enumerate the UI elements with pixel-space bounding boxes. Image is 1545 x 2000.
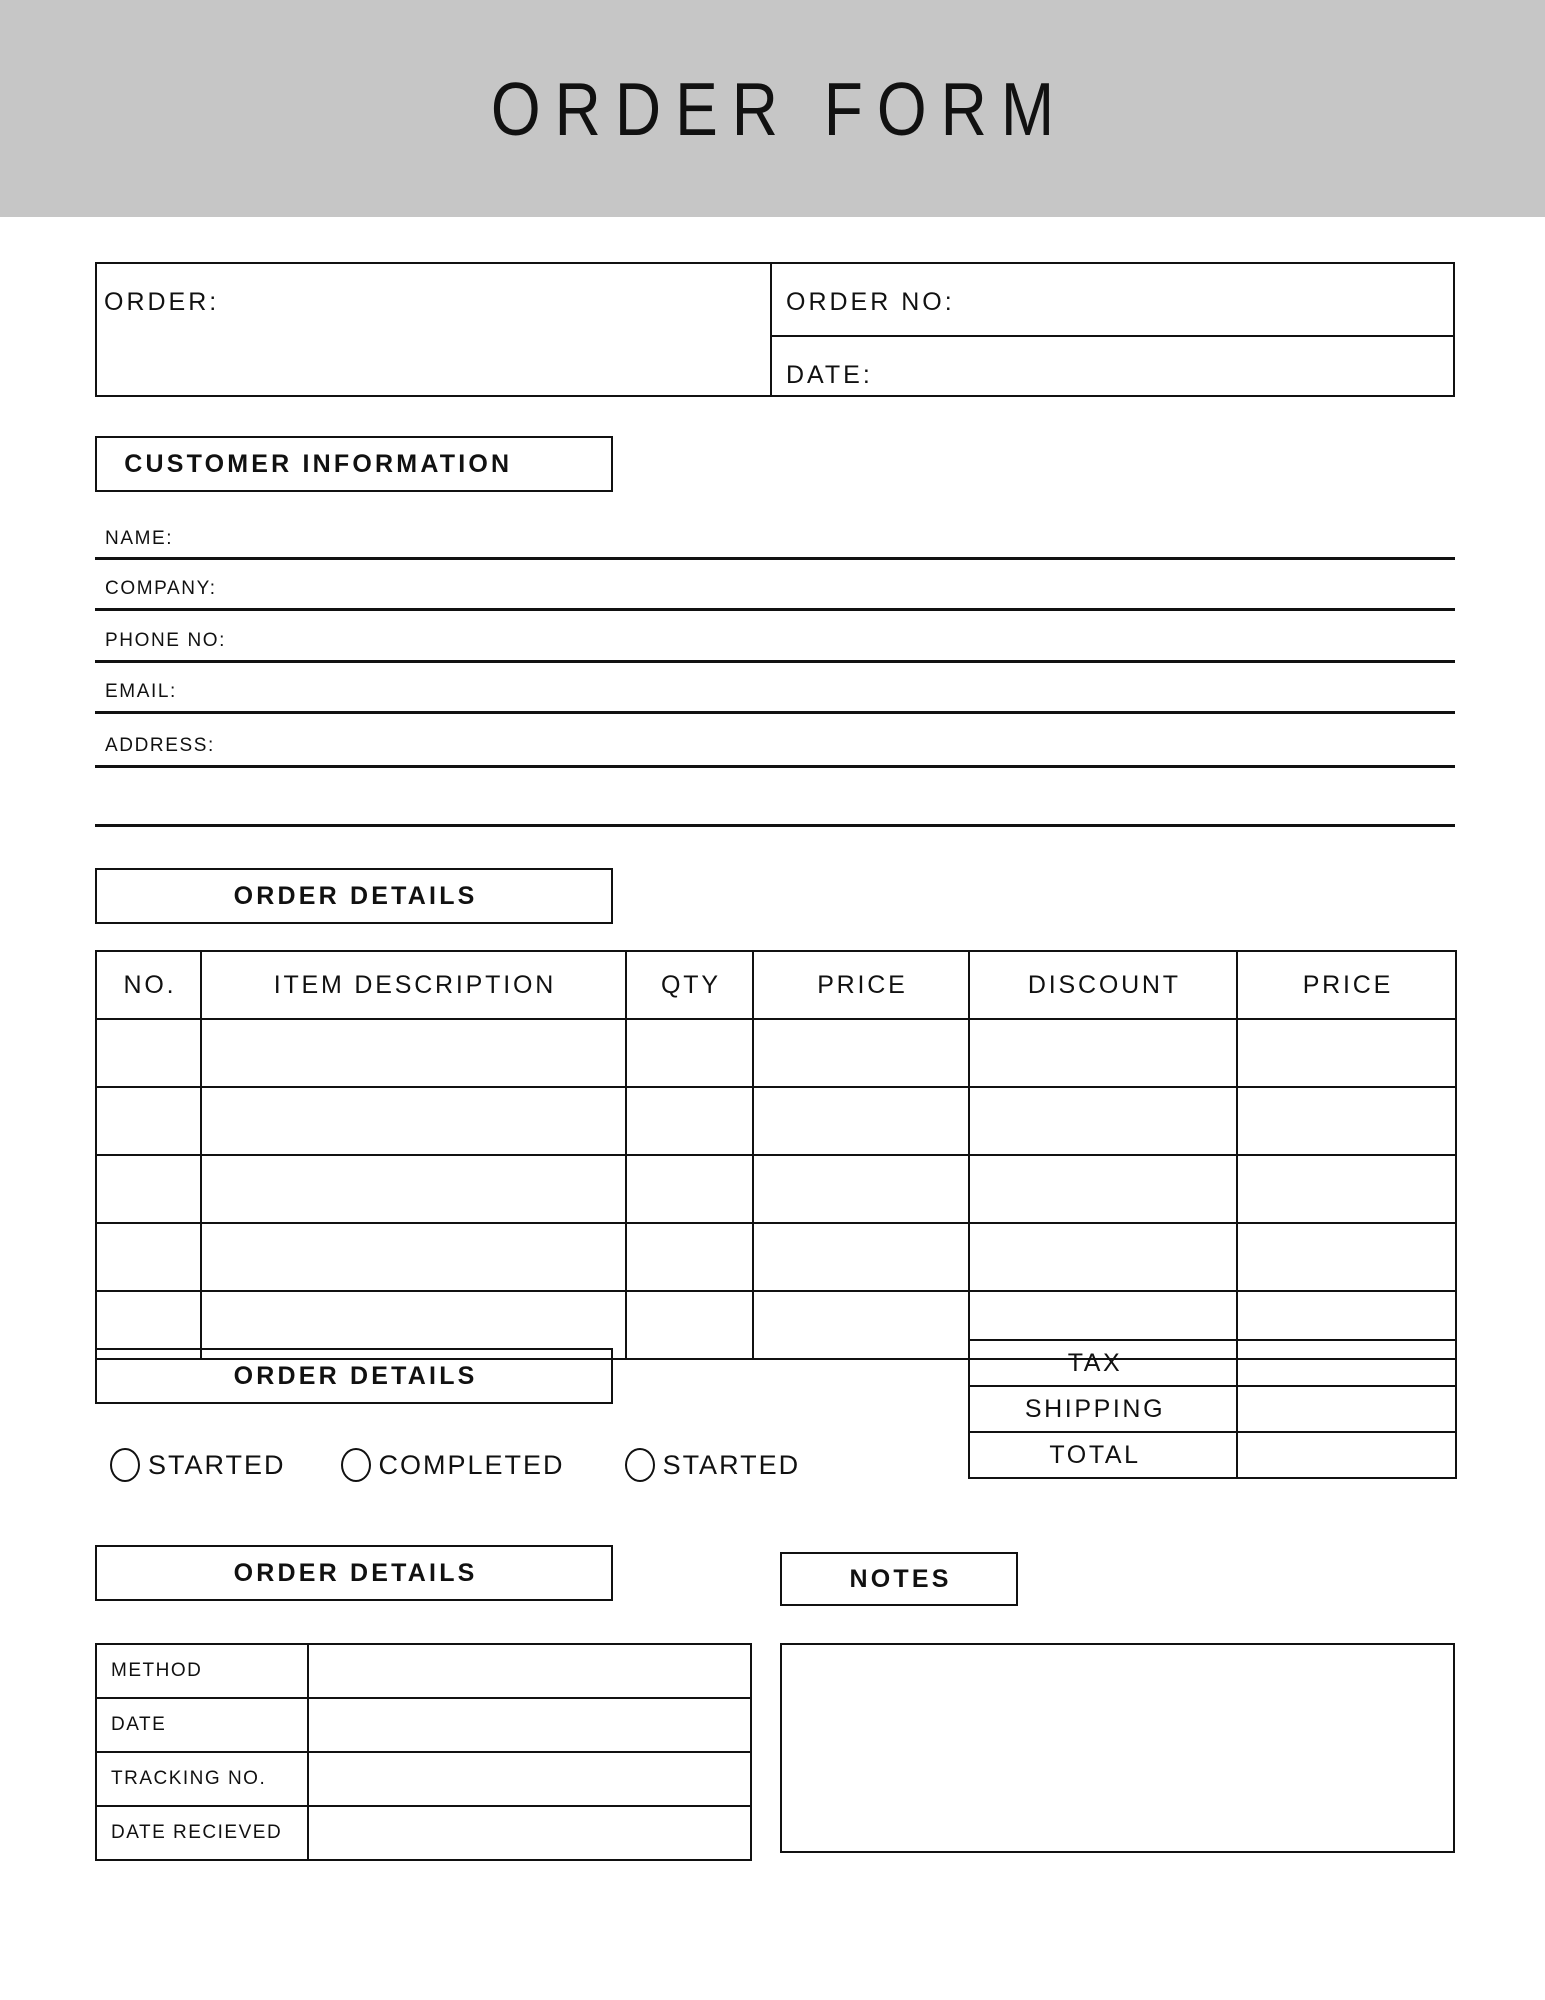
totals-label-total: TOTAL xyxy=(969,1432,1237,1478)
cell-price[interactable] xyxy=(753,1223,969,1291)
cell-discount[interactable] xyxy=(969,1019,1237,1087)
shipping-label-date-received: DATE RECIEVED xyxy=(96,1806,308,1860)
cell-no[interactable] xyxy=(96,1019,201,1087)
cell-qty[interactable] xyxy=(626,1155,753,1223)
radio-icon[interactable] xyxy=(110,1448,140,1482)
table-row xyxy=(96,1155,1456,1223)
date-input-area[interactable] xyxy=(910,339,1452,395)
order-input-area[interactable] xyxy=(97,312,765,394)
phone-input[interactable] xyxy=(290,622,1450,656)
column-header-qty: QTY xyxy=(626,951,753,1019)
cell-qty[interactable] xyxy=(626,1019,753,1087)
cell-item[interactable] xyxy=(201,1223,626,1291)
address-input-line1[interactable] xyxy=(290,727,1450,761)
order-details-title: ORDER DETAILS xyxy=(233,881,478,910)
table-row xyxy=(96,1087,1456,1155)
totals-label-shipping: SHIPPING xyxy=(969,1386,1237,1432)
column-header-item: ITEM DESCRIPTION xyxy=(201,951,626,1019)
cell-discount[interactable] xyxy=(969,1223,1237,1291)
column-header-total: PRICE xyxy=(1237,951,1456,1019)
order-block-vertical-divider xyxy=(770,262,772,397)
shipping-row-date-received xyxy=(96,1806,751,1860)
customer-field-rule-address-2 xyxy=(95,824,1455,827)
cell-qty[interactable] xyxy=(626,1223,753,1291)
customer-field-label-company: COMPANY: xyxy=(105,578,217,599)
cell-price[interactable] xyxy=(753,1019,969,1087)
customer-field-rule-name xyxy=(95,557,1455,560)
table-row xyxy=(96,1223,1456,1291)
order-no-label: ORDER NO: xyxy=(786,288,955,316)
shipping-value-date[interactable] xyxy=(308,1698,751,1752)
totals-row-shipping xyxy=(969,1386,1456,1432)
order-details-title-box xyxy=(95,868,613,924)
shipping-details-table xyxy=(95,1643,752,1861)
shipping-label-method: METHOD xyxy=(96,1644,308,1698)
name-input[interactable] xyxy=(250,520,1450,554)
notes-title-box xyxy=(780,1552,1018,1606)
cell-price[interactable] xyxy=(753,1291,969,1359)
totals-table xyxy=(968,1339,1457,1479)
status-option-label: STARTED xyxy=(662,1449,801,1480)
customer-information-title: CUSTOMER INFORMATION xyxy=(124,449,513,478)
cell-qty[interactable] xyxy=(626,1291,753,1359)
order-block-horizontal-divider xyxy=(770,335,1455,337)
cell-item[interactable] xyxy=(201,1019,626,1087)
order-status-options xyxy=(110,1448,800,1482)
cell-total[interactable] xyxy=(1237,1087,1456,1155)
shipping-section-title-box xyxy=(95,1545,613,1601)
email-input[interactable] xyxy=(250,673,1450,707)
cell-total[interactable] xyxy=(1237,1155,1456,1223)
status-option-label: COMPLETED xyxy=(378,1449,565,1480)
shipping-row-method xyxy=(96,1644,751,1698)
cell-discount[interactable] xyxy=(969,1087,1237,1155)
column-header-price: PRICE xyxy=(753,951,969,1019)
status-section-title: ORDER DETAILS xyxy=(233,1361,478,1390)
cell-item[interactable] xyxy=(201,1087,626,1155)
cell-price[interactable] xyxy=(753,1087,969,1155)
totals-row-total xyxy=(969,1432,1456,1478)
cell-discount[interactable] xyxy=(969,1155,1237,1223)
customer-field-rule-company xyxy=(95,608,1455,611)
status-section-title-box xyxy=(95,1348,613,1404)
cell-no[interactable] xyxy=(96,1155,201,1223)
column-header-no: NO. xyxy=(96,951,201,1019)
order-no-input-area[interactable] xyxy=(940,266,1452,332)
customer-field-rule-address xyxy=(95,765,1455,768)
company-input[interactable] xyxy=(280,570,1450,604)
radio-icon[interactable] xyxy=(625,1448,655,1482)
radio-icon[interactable] xyxy=(341,1448,371,1482)
totals-value-total[interactable] xyxy=(1237,1432,1456,1478)
customer-information-title-box xyxy=(95,436,613,492)
notes-input[interactable] xyxy=(780,1643,1455,1853)
cell-no[interactable] xyxy=(96,1223,201,1291)
customer-field-label-address: ADDRESS: xyxy=(105,735,215,756)
cell-price[interactable] xyxy=(753,1155,969,1223)
cell-qty[interactable] xyxy=(626,1087,753,1155)
order-label: ORDER: xyxy=(104,288,220,316)
customer-field-label-name: NAME: xyxy=(105,528,174,549)
date-label: DATE: xyxy=(786,361,873,389)
cell-no[interactable] xyxy=(96,1087,201,1155)
shipping-label-tracking: TRACKING NO. xyxy=(96,1752,308,1806)
order-items-table xyxy=(95,950,1457,1360)
shipping-value-date-received[interactable] xyxy=(308,1806,751,1860)
cell-total[interactable] xyxy=(1237,1223,1456,1291)
customer-field-rule-phone xyxy=(95,660,1455,663)
totals-row-tax xyxy=(969,1340,1456,1386)
column-header-discount: DISCOUNT xyxy=(969,951,1237,1019)
page-title: ORDER FORM xyxy=(490,66,1069,151)
cell-item[interactable] xyxy=(201,1155,626,1223)
shipping-label-date: DATE xyxy=(96,1698,308,1752)
status-option-started-2[interactable] xyxy=(625,1448,801,1482)
shipping-row-date xyxy=(96,1698,751,1752)
page-header-band xyxy=(0,0,1545,217)
status-option-completed[interactable] xyxy=(341,1448,565,1482)
shipping-section-title: ORDER DETAILS xyxy=(233,1558,478,1587)
cell-total[interactable] xyxy=(1237,1019,1456,1087)
status-option-started[interactable] xyxy=(110,1448,286,1482)
table-row xyxy=(96,1019,1456,1087)
customer-field-label-phone: PHONE NO: xyxy=(105,630,227,651)
customer-field-rule-email xyxy=(95,711,1455,714)
customer-field-label-email: EMAIL: xyxy=(105,681,177,702)
address-input-line2[interactable] xyxy=(97,770,1450,820)
status-option-label: STARTED xyxy=(148,1449,286,1480)
totals-value-tax[interactable] xyxy=(1237,1340,1456,1386)
shipping-value-method[interactable] xyxy=(308,1644,751,1698)
notes-title: NOTES xyxy=(849,1564,952,1593)
totals-label-tax: TAX xyxy=(969,1340,1237,1386)
totals-value-shipping[interactable] xyxy=(1237,1386,1456,1432)
order-items-header-row xyxy=(96,951,1456,1019)
shipping-value-tracking[interactable] xyxy=(308,1752,751,1806)
shipping-row-tracking xyxy=(96,1752,751,1806)
